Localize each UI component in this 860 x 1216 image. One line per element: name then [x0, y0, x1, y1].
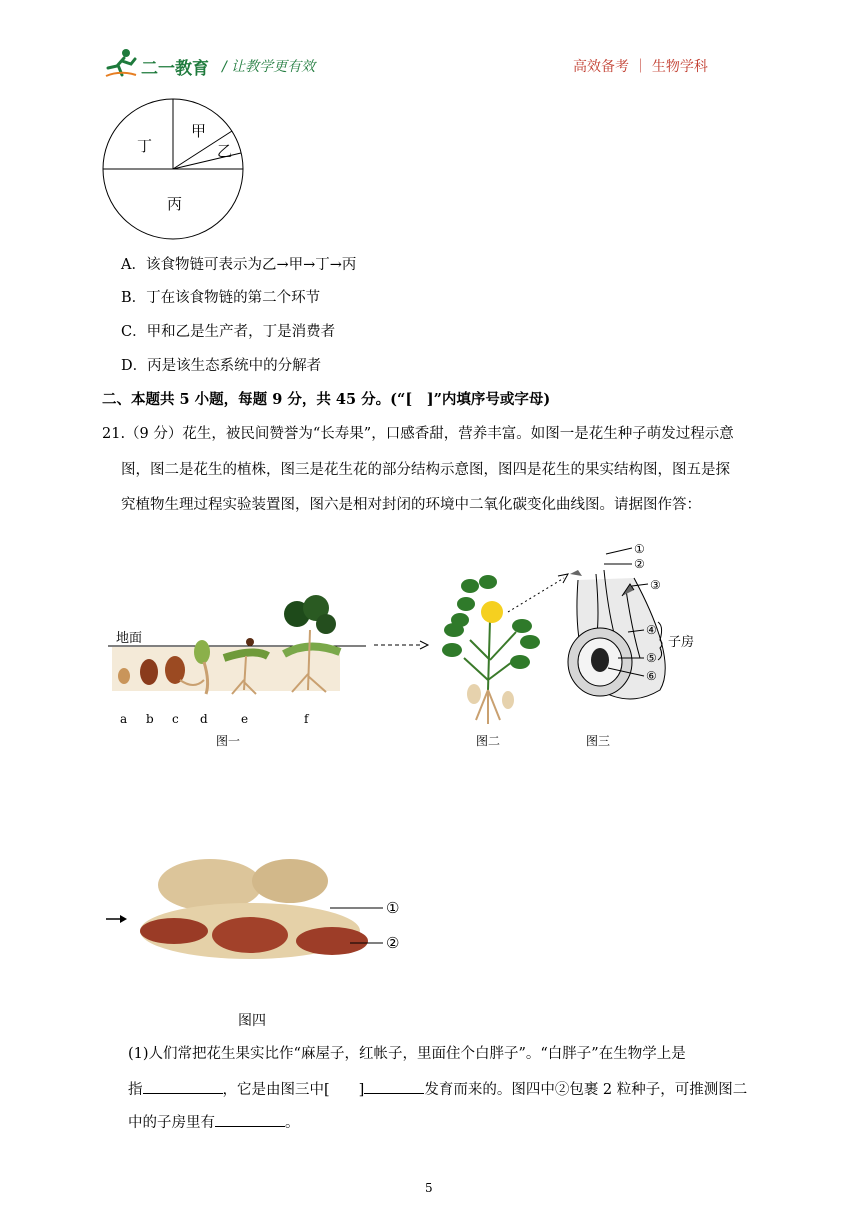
page-number: 5 — [425, 1181, 433, 1195]
pie-label-jia: 甲 — [191, 122, 207, 140]
subq1-text-c: 发育而来的。图四中②包裹 2 粒种子，可推测图二 — [424, 1082, 748, 1098]
subq1-line-2 — [128, 1079, 747, 1100]
answer-blank-1[interactable] — [143, 1079, 223, 1094]
subq1-line-3 — [128, 1112, 300, 1133]
pie-label-bing: 丙 — [167, 195, 183, 213]
option-d: D．丙是该生态系统中的分解者 — [121, 358, 322, 374]
pie-label-yi: 乙 — [217, 142, 233, 160]
fig3-num-5: ⑤ — [646, 651, 657, 665]
figure4-caption: 图四 — [238, 1013, 266, 1029]
figure1-caption: 图一 — [216, 734, 241, 748]
figure1-germination — [104, 590, 424, 750]
question-line-1: 21.（9 分）花生，被民间赞誉为“长寿果”，口感香甜，营养丰富。如图一是花生种子萌发过程示意 — [102, 426, 734, 442]
stage-c: c — [172, 712, 179, 726]
option-b: B．丁在该食物链的第二个环节 — [121, 290, 321, 306]
answer-blank-2[interactable] — [364, 1079, 424, 1094]
food-chain-pie-figure — [100, 96, 250, 240]
subq1-text-e: 。 — [285, 1115, 300, 1131]
option-c: C．甲和乙是生产者，丁是消费者 — [121, 324, 336, 340]
subq1-text-d: 中的子房里有 — [128, 1115, 215, 1131]
stage-b: b — [146, 712, 154, 726]
figure3-caption: 图三 — [586, 734, 611, 748]
peanut-seed-icon — [140, 918, 208, 944]
logo-text: 二一教育 — [141, 59, 209, 79]
subq1-text-b: ，它是由图三中[ ] — [222, 1082, 365, 1098]
fig3-num-1: ① — [634, 542, 645, 556]
seed-c-icon — [165, 656, 185, 684]
subq1-line-1: (1)人们常把花生果实比作“麻屋子，红帐子，里面住个白胖子”。“白胖子”在生物学上是 — [128, 1046, 686, 1062]
question-line-3: 究植物生理过程实验装置图，图六是相对封闭的环境中二氧化碳变化曲线图。请据图作答： — [121, 497, 701, 513]
seedling-d-icon — [194, 640, 210, 664]
seed-a-icon — [118, 668, 130, 684]
dashed-arrow-icon — [372, 638, 432, 652]
runner-logo-icon — [104, 48, 138, 78]
figure2-caption: 图二 — [476, 734, 501, 748]
stage-f: f — [304, 712, 309, 726]
subq1-text-a: 指 — [128, 1082, 143, 1098]
section-title: 二、本题共 5 小题，每题 9 分，共 45 分。(“[ ]”内填序号或字母) — [102, 391, 551, 408]
stage-e: e — [241, 712, 249, 726]
seed-b-icon — [140, 659, 158, 685]
figure4-peanut-fruit — [100, 845, 420, 1035]
answer-blank-3[interactable] — [215, 1112, 285, 1127]
figure3-flower-structure — [560, 540, 710, 750]
flower-icon — [481, 601, 503, 623]
question-line-2: 图，图二是花生的植株，图三是花生花的部分结构示意图，图四是花生的果实结构图，图五是探 — [121, 462, 730, 478]
pointer-arrow-icon — [120, 915, 127, 923]
fig3-num-3: ③ — [650, 578, 661, 592]
fig3-num-4: ④ — [646, 623, 657, 637]
fig4-num-1: ① — [386, 899, 400, 917]
ovary-label: 子房 — [668, 635, 695, 650]
ovule-icon — [591, 648, 609, 672]
header-slogan: / 让教学更有效 — [222, 59, 316, 75]
peanut-pod-icon — [467, 684, 481, 704]
option-a: A．该食物链可表示为乙→甲→丁→丙 — [121, 257, 357, 273]
fig4-num-2: ② — [386, 934, 400, 952]
stage-d: d — [200, 712, 208, 726]
fig3-num-6: ⑥ — [646, 669, 657, 683]
ground-label: 地面 — [116, 631, 143, 646]
fig3-num-2: ② — [634, 557, 645, 571]
pie-label-ding: 丁 — [137, 137, 153, 155]
stage-a: a — [120, 712, 128, 726]
header-subject: 高效备考 ｜ 生物学科 — [573, 59, 708, 75]
